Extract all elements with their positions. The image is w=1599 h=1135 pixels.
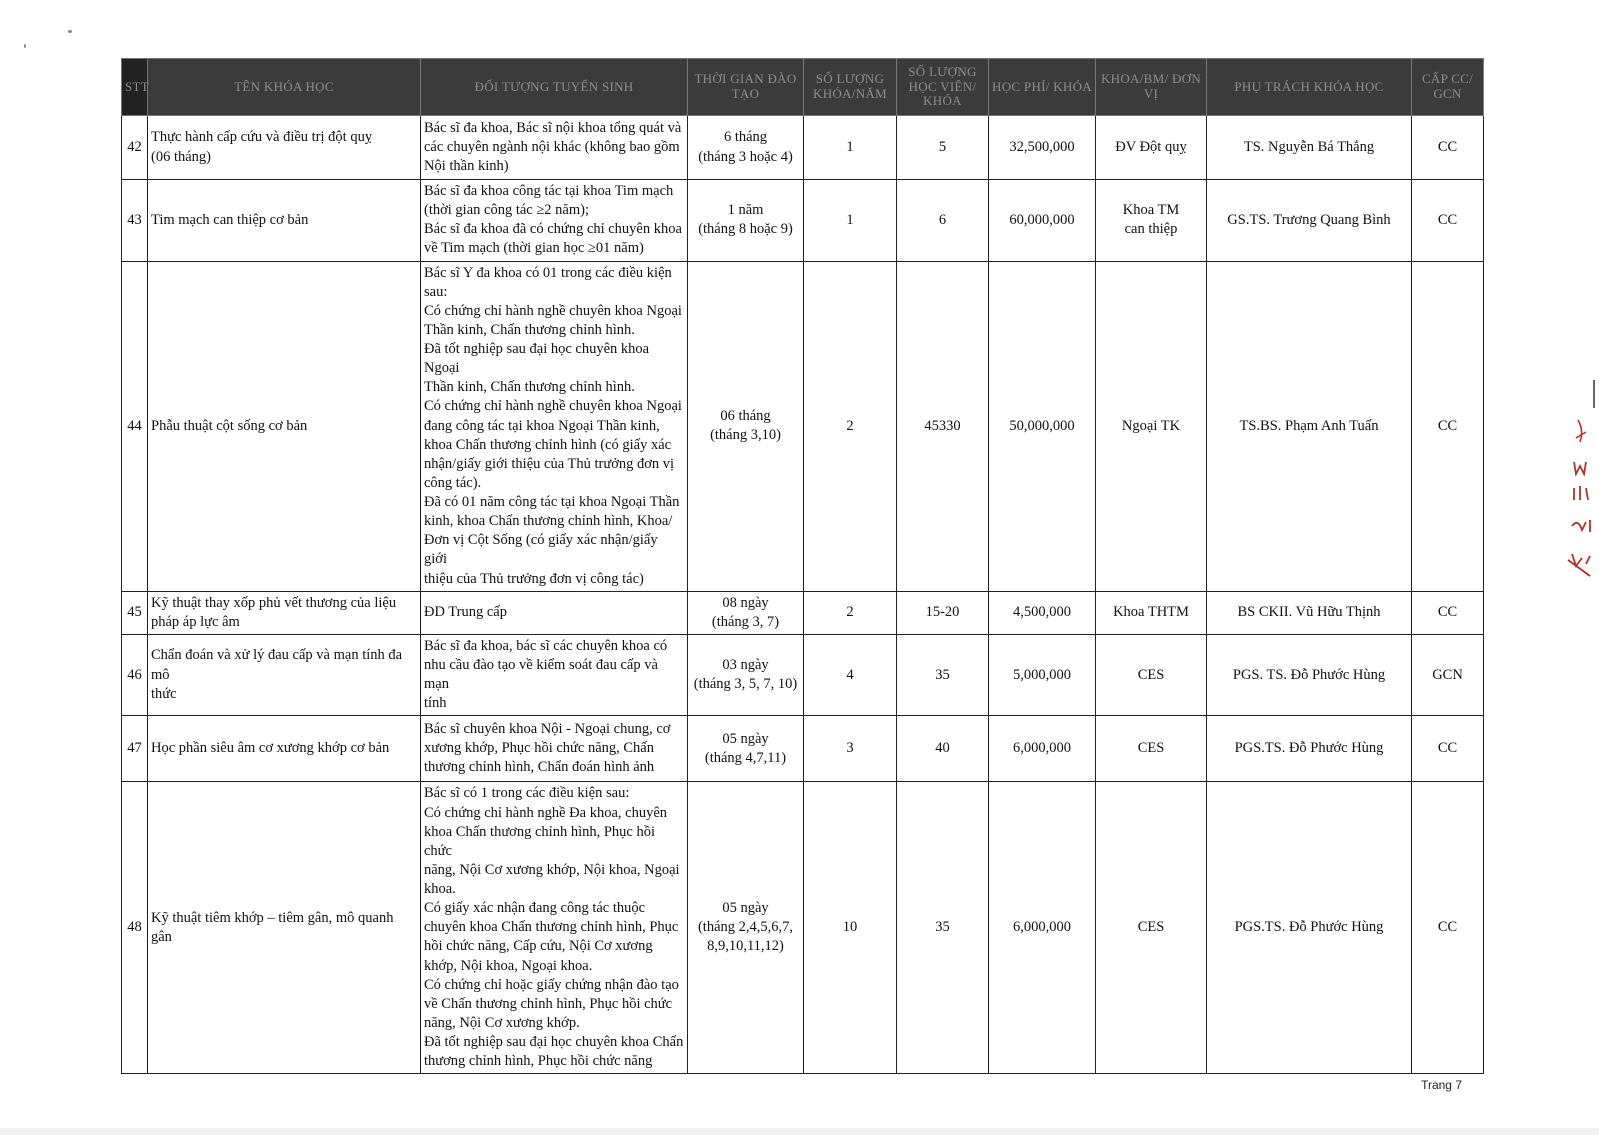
duration-cell-line: 06 tháng	[720, 407, 771, 424]
target-cell-line: công tác).	[424, 474, 482, 491]
column-header: TÊN KHÓA HỌC	[148, 59, 421, 116]
stt-cell: 43	[122, 180, 148, 262]
unit-cell-line: Ngoại TK	[1121, 417, 1181, 434]
course-name-cell-line: Thực hành cấp cứu và điều trị đột quỵ	[151, 129, 373, 146]
column-header: THỜI GIAN ĐÀO TẠO	[688, 59, 804, 116]
lead-cell: PGS.TS. Đỗ Phước Hùng	[1207, 782, 1412, 1074]
course-name-cell-line: Phẫu thuật cột sống cơ bản	[151, 417, 308, 434]
students-cell: 35	[897, 634, 989, 716]
header-row	[122, 59, 1484, 116]
target-cell-line: Bác sĩ chuyên khoa Nội - Ngoại chung, cơ	[424, 721, 671, 738]
lead-cell: BS CKII. Vũ Hữu Thịnh	[1207, 591, 1412, 634]
courses-per-year-cell: 3	[804, 716, 897, 782]
course-name-cell	[148, 261, 421, 591]
target-cell-line: Thần kinh, Chấn thương chỉnh hình.	[424, 321, 635, 338]
target-cell-line: thương chỉnh hình, Chẩn đoán hình ảnh	[424, 759, 655, 776]
table-header	[122, 59, 1484, 116]
fee-cell: 5,000,000	[989, 634, 1096, 716]
target-cell-line: thiệu của Thủ trưởng đơn vị công tác)	[424, 570, 644, 587]
target-cell	[421, 634, 688, 716]
column-header: SỐ LƯỢNG KHÓA/NĂM	[804, 59, 897, 116]
students-cell: 6	[897, 180, 989, 262]
cert-cell: CC	[1412, 591, 1484, 634]
fee-cell: 6,000,000	[989, 782, 1096, 1074]
target-cell-line: (thời gian công tác ≥2 năm);	[424, 202, 590, 219]
duration-cell	[688, 716, 804, 782]
fee-cell: 50,000,000	[989, 261, 1096, 591]
target-cell-line: khoa Chấn thương chỉnh hình (có giấy xác	[424, 436, 672, 453]
duration-cell-line: (tháng 3, 5, 7, 10)	[693, 676, 798, 693]
target-cell-line: Bác sĩ đa khoa, Bác sĩ nội khoa tổng quát và	[424, 119, 682, 136]
duration-cell-line: (tháng 3,10)	[710, 427, 781, 444]
table-body	[122, 116, 1484, 1074]
students-cell: 15-20	[897, 591, 989, 634]
cert-cell: CC	[1412, 782, 1484, 1074]
target-cell-line: kinh, khoa Chấn thương chỉnh hình, Khoa/	[424, 513, 673, 530]
duration-cell-line: (tháng 8 hoặc 9)	[698, 221, 793, 238]
duration-cell-line: 05 ngày	[722, 730, 769, 747]
column-header: SỐ LƯỢNG HỌC VIÊN/ KHÓA	[897, 59, 989, 116]
duration-cell-line: (tháng 3, 7)	[711, 613, 780, 630]
target-cell-line: năng, Nội Cơ xương khớp.	[424, 1014, 580, 1031]
unit-cell	[1096, 261, 1207, 591]
target-cell-line: Đơn vị Cột Sống (có giấy xác nhận/giấy giới	[424, 532, 658, 568]
stt-cell: 42	[122, 116, 148, 180]
duration-cell-line: (tháng 2,4,5,6,7,	[697, 919, 794, 936]
courses-per-year-cell: 1	[804, 180, 897, 262]
target-cell-line: chuyên khoa Chấn thương chỉnh hình, Phục	[424, 919, 679, 936]
lead-cell: GS.TS. Trương Quang Bình	[1207, 180, 1412, 262]
target-cell-line: Có chứng chỉ hành nghề chuyên khoa Ngoại	[424, 398, 682, 415]
stt-cell: 48	[122, 782, 148, 1074]
target-cell-line: khoa.	[424, 881, 456, 897]
margin-stamp-fragment	[1560, 380, 1599, 600]
target-cell-line: Có giấy xác nhận đang công tác thuộc	[424, 900, 646, 917]
course-table	[121, 58, 1484, 1074]
unit-cell-line: CES	[1137, 919, 1165, 936]
students-cell: 5	[897, 116, 989, 180]
target-cell-line: Bác sĩ đa khoa, bác sĩ các chuyên khoa có	[424, 637, 668, 654]
duration-cell	[688, 116, 804, 180]
target-cell	[421, 180, 688, 262]
table-row	[122, 782, 1484, 1074]
duration-cell	[688, 782, 804, 1074]
courses-per-year-cell: 10	[804, 782, 897, 1074]
unit-cell	[1096, 116, 1207, 180]
target-cell-line: Bác sĩ có 1 trong các điều kiện sau:	[424, 785, 630, 802]
target-cell-line: Có chứng chỉ hành nghề chuyên khoa Ngoại	[424, 302, 682, 319]
target-cell-line: nhận/giấy giới thiệu của Thủ trưởng đơn vị	[424, 455, 675, 472]
cert-cell: CC	[1412, 716, 1484, 782]
target-cell-line: sau:	[424, 283, 448, 300]
fee-cell: 4,500,000	[989, 591, 1096, 634]
unit-cell	[1096, 634, 1207, 716]
target-cell-line: Bác sĩ đa khoa công tác tại khoa Tim mạch	[424, 183, 674, 199]
lead-cell: PGS.TS. Đỗ Phước Hùng	[1207, 716, 1412, 782]
scan-speck	[68, 30, 72, 33]
target-cell	[421, 782, 688, 1074]
stt-cell: 45	[122, 591, 148, 634]
target-cell-line: Đã tốt nghiệp sau đại học chuyên khoa Chấn	[424, 1034, 684, 1050]
course-name-cell-line: Tim mạch can thiệp cơ bản	[151, 211, 309, 228]
students-cell: 45330	[897, 261, 989, 591]
table-row	[122, 591, 1484, 634]
target-cell-line: hồi chức năng, Cấp cứu, Nội Cơ xương	[424, 938, 653, 955]
target-cell	[421, 116, 688, 180]
table-row	[122, 261, 1484, 591]
table-row	[122, 716, 1484, 782]
cert-cell: CC	[1412, 116, 1484, 180]
courses-per-year-cell: 2	[804, 261, 897, 591]
unit-cell-line: Khoa TM	[1122, 202, 1180, 219]
unit-cell	[1096, 782, 1207, 1074]
target-cell-line: khớp, Nội khoa, Ngoại khoa.	[424, 957, 593, 974]
column-header: STT	[122, 59, 148, 116]
column-header: ĐỐI TƯỢNG TUYỂN SINH	[421, 59, 688, 116]
target-cell	[421, 591, 688, 634]
unit-cell-line: ĐV Đột quỵ	[1115, 138, 1187, 155]
column-header: CẤP CC/ GCN	[1412, 59, 1484, 116]
target-cell	[421, 261, 688, 591]
target-cell-line: ĐD Trung cấp	[424, 604, 507, 621]
target-cell	[421, 716, 688, 782]
duration-cell-line: (tháng 3 hoặc 4)	[698, 148, 793, 165]
course-name-cell-line: pháp áp lực âm	[151, 613, 240, 630]
duration-cell-line: 03 ngày	[722, 657, 769, 673]
duration-cell	[688, 591, 804, 634]
duration-cell-line: 05 ngày	[722, 900, 769, 917]
target-cell-line: Thần kinh, Chấn thương chỉnh hình.	[424, 379, 635, 396]
target-cell-line: đang công tác tại khoa Ngoại Thần kinh,	[424, 417, 660, 434]
target-cell-line: Đã có 01 năm công tác tại khoa Ngoại Thần	[424, 494, 680, 510]
lead-cell: TS.BS. Phạm Anh Tuấn	[1207, 261, 1412, 591]
table-row	[122, 634, 1484, 716]
students-cell: 40	[897, 716, 989, 782]
target-cell-line: về Tim mạch (thời gian học ≥01 năm)	[424, 240, 644, 257]
target-cell-line: các chuyên ngành nội khác (không bao gồm	[424, 138, 680, 155]
courses-per-year-cell: 2	[804, 591, 897, 634]
target-cell-line: nhu cầu đào tạo về kiểm soát đau cấp và mạn	[424, 657, 658, 693]
duration-cell	[688, 180, 804, 262]
target-cell-line: về Chấn thương chỉnh hình, Phục hồi chức	[424, 995, 673, 1012]
course-name-cell	[148, 180, 421, 262]
stt-cell: 47	[122, 716, 148, 782]
course-name-cell-line: (06 tháng)	[151, 148, 211, 165]
duration-cell-line: 6 tháng	[723, 129, 768, 146]
course-name-cell	[148, 716, 421, 782]
unit-cell-line: CES	[1137, 740, 1165, 757]
target-cell-line: Bác sĩ Y đa khoa có 01 trong các điều kiện	[424, 264, 672, 281]
course-name-cell-line: thức	[151, 685, 177, 702]
target-cell-line: Có chứng chỉ hành nghề Đa khoa, chuyên	[424, 804, 668, 821]
lead-cell: PGS. TS. Đỗ Phước Hùng	[1207, 634, 1412, 716]
fee-cell: 60,000,000	[989, 180, 1096, 262]
unit-cell-line: can thiệp	[1124, 221, 1178, 238]
cert-cell: CC	[1412, 261, 1484, 591]
table-row	[122, 116, 1484, 180]
courses-per-year-cell: 1	[804, 116, 897, 180]
unit-cell	[1096, 180, 1207, 262]
unit-cell	[1096, 716, 1207, 782]
target-cell-line: Có chứng chỉ hoặc giấy chứng nhận đào tạo	[424, 976, 679, 993]
target-cell-line: năng, Nội Cơ xương khớp, Nội khoa, Ngoại	[424, 861, 680, 878]
course-name-cell	[148, 116, 421, 180]
cert-cell: CC	[1412, 180, 1484, 262]
duration-cell-line: 8,9,10,11,12)	[707, 938, 784, 955]
target-cell-line: Đã tốt nghiệp sau đại học chuyên khoa Ngoại	[424, 341, 650, 377]
duration-cell	[688, 261, 804, 591]
unit-cell-line: CES	[1137, 666, 1165, 683]
target-cell-line: khoa Chấn thương chỉnh hình, Phục hồi chức	[424, 823, 655, 859]
column-header: HỌC PHÍ/ KHÓA	[989, 59, 1096, 116]
duration-cell-line: 08 ngày	[722, 594, 769, 611]
course-name-cell-line: Học phần siêu âm cơ xương khớp cơ bản	[151, 740, 390, 757]
table-row	[122, 180, 1484, 262]
scan-bottom-edge	[0, 1128, 1599, 1135]
target-cell-line: Bác sĩ đa khoa đã có chứng chỉ chuyên khoa	[424, 221, 682, 238]
fee-cell: 6,000,000	[989, 716, 1096, 782]
unit-cell-line: Khoa THTM	[1113, 604, 1189, 621]
fee-cell: 32,500,000	[989, 116, 1096, 180]
stt-cell: 46	[122, 634, 148, 716]
scan-speck	[24, 44, 26, 48]
lead-cell: TS. Nguyễn Bá Thắng	[1207, 116, 1412, 180]
duration-cell-line: (tháng 4,7,11)	[704, 749, 787, 766]
target-cell-line: xương khớp, Phục hồi chức năng, Chấn	[424, 740, 654, 757]
duration-cell-line: 1 năm	[727, 202, 764, 219]
column-header: KHOA/BM/ ĐƠN VỊ	[1096, 59, 1207, 116]
course-name-cell	[148, 591, 421, 634]
target-cell-line: thương chỉnh hình, Phục hồi chức năng	[424, 1053, 653, 1070]
stt-cell: 44	[122, 261, 148, 591]
courses-per-year-cell: 4	[804, 634, 897, 716]
course-name-cell	[148, 634, 421, 716]
cert-cell: GCN	[1412, 634, 1484, 716]
course-name-cell-line: Kỹ thuật tiêm khớp – tiêm gân, mô quanh gân	[151, 909, 394, 945]
column-header: PHỤ TRÁCH KHÓA HỌC	[1207, 59, 1412, 116]
course-name-cell	[148, 782, 421, 1074]
course-name-cell-line: Kỹ thuật thay xốp phủ vết thương của liệu	[151, 594, 397, 611]
target-cell-line: Nội thần kinh)	[424, 158, 509, 175]
students-cell: 35	[897, 782, 989, 1074]
unit-cell	[1096, 591, 1207, 634]
duration-cell	[688, 634, 804, 716]
target-cell-line: tính	[424, 695, 447, 712]
page-number: Trang 7	[1421, 1078, 1462, 1092]
course-name-cell-line: Chẩn đoán và xử lý đau cấp và mạn tính đa mô	[151, 647, 403, 683]
